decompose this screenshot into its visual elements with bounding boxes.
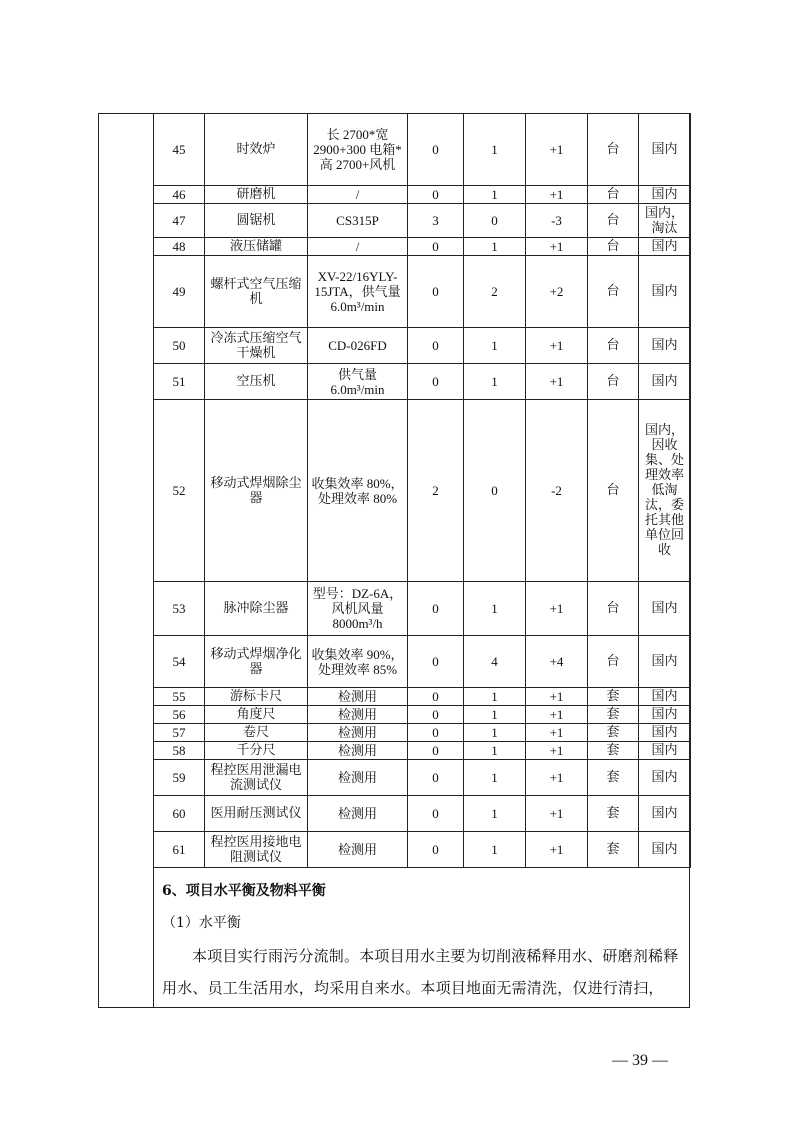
cell-unit: 套 <box>588 742 639 760</box>
cell-change: +1 <box>526 114 588 186</box>
cell-origin: 国内 <box>639 256 691 328</box>
body-paragraph: 本项目实行雨污分流制。本项目用水主要为切削液稀释用水、研磨剂稀释用水、员工生活用水，均采用自来水。本项目地面无需清洗，仅进行清扫， <box>162 947 679 997</box>
cell-after: 1 <box>464 114 526 186</box>
cell-after: 2 <box>464 256 526 328</box>
table-row <box>154 186 691 204</box>
table-row <box>154 742 691 760</box>
equipment-table <box>153 113 691 868</box>
cell-origin: 国内，因收集、处理效率低淘汰，委托其他单位回收 <box>639 400 691 582</box>
cell-origin: 国内 <box>639 364 691 400</box>
cell-name: 时效炉 <box>205 114 308 186</box>
cell-before: 0 <box>408 706 464 724</box>
cell-unit: 套 <box>588 688 639 706</box>
table-row <box>154 688 691 706</box>
cell-before: 0 <box>408 688 464 706</box>
cell-after: 0 <box>464 204 526 238</box>
cell-model: 检测用 <box>308 832 408 868</box>
cell-before: 0 <box>408 582 464 636</box>
cell-change: +4 <box>526 636 588 688</box>
cell-change: +1 <box>526 328 588 364</box>
cell-unit: 套 <box>588 832 639 868</box>
table-row <box>154 328 691 364</box>
cell-before: 0 <box>408 760 464 796</box>
table-row <box>154 114 691 186</box>
cell-unit: 台 <box>588 204 639 238</box>
cell-model: 收集效率 90%，处理效率 85% <box>308 636 408 688</box>
cell-change: +1 <box>526 688 588 706</box>
cell-name: 移动式焊烟除尘器 <box>205 400 308 582</box>
cell-name: 螺杆式空气压缩机 <box>205 256 308 328</box>
cell-origin: 国内 <box>639 832 691 868</box>
cell-name: 移动式焊烟净化器 <box>205 636 308 688</box>
cell-name: 千分尺 <box>205 742 308 760</box>
section-title: 6、项目水平衡及物料平衡 <box>162 883 326 899</box>
table-row <box>154 400 691 582</box>
cell-model: 检测用 <box>308 688 408 706</box>
cell-no: 57 <box>154 724 205 742</box>
cell-origin: 国内，淘汰 <box>639 204 691 238</box>
cell-change: -3 <box>526 204 588 238</box>
cell-origin: 国内 <box>639 186 691 204</box>
cell-change: +1 <box>526 832 588 868</box>
cell-change: +1 <box>526 724 588 742</box>
cell-name: 程控医用接地电阻测试仪 <box>205 832 308 868</box>
cell-model: XV-22/16YLY-15JTA，供气量 6.0m³/min <box>308 256 408 328</box>
cell-after: 1 <box>464 364 526 400</box>
cell-name: 液压储罐 <box>205 238 308 256</box>
cell-unit: 台 <box>588 400 639 582</box>
cell-no: 61 <box>154 832 205 868</box>
cell-name: 游标卡尺 <box>205 688 308 706</box>
cell-before: 0 <box>408 114 464 186</box>
cell-no: 48 <box>154 238 205 256</box>
cell-after: 1 <box>464 688 526 706</box>
cell-name: 医用耐压测试仪 <box>205 796 308 832</box>
cell-model: CS315P <box>308 204 408 238</box>
cell-no: 52 <box>154 400 205 582</box>
cell-no: 60 <box>154 796 205 832</box>
cell-after: 1 <box>464 582 526 636</box>
cell-unit: 台 <box>588 364 639 400</box>
cell-before: 0 <box>408 328 464 364</box>
page-number: — 39 — <box>612 1052 668 1069</box>
table-row <box>154 706 691 724</box>
cell-after: 1 <box>464 238 526 256</box>
cell-after: 1 <box>464 796 526 832</box>
cell-origin: 国内 <box>639 724 691 742</box>
cell-before: 0 <box>408 238 464 256</box>
cell-change: +1 <box>526 760 588 796</box>
cell-model: 检测用 <box>308 760 408 796</box>
cell-no: 49 <box>154 256 205 328</box>
cell-model: 检测用 <box>308 742 408 760</box>
cell-name: 圆锯机 <box>205 204 308 238</box>
cell-change: +2 <box>526 256 588 328</box>
cell-model: 收集效率 80%，处理效率 80% <box>308 400 408 582</box>
cell-before: 3 <box>408 204 464 238</box>
cell-origin: 国内 <box>639 636 691 688</box>
cell-change: +1 <box>526 364 588 400</box>
table-row <box>154 832 691 868</box>
cell-no: 51 <box>154 364 205 400</box>
cell-model: 检测用 <box>308 796 408 832</box>
cell-origin: 国内 <box>639 742 691 760</box>
table-row <box>154 582 691 636</box>
cell-name: 脉冲除尘器 <box>205 582 308 636</box>
cell-unit: 台 <box>588 186 639 204</box>
cell-no: 56 <box>154 706 205 724</box>
cell-before: 2 <box>408 400 464 582</box>
cell-unit: 台 <box>588 582 639 636</box>
cell-model: CD-026FD <box>308 328 408 364</box>
cell-change: +1 <box>526 796 588 832</box>
cell-before: 0 <box>408 636 464 688</box>
cell-name: 角度尺 <box>205 706 308 724</box>
cell-model: / <box>308 186 408 204</box>
cell-no: 59 <box>154 760 205 796</box>
cell-origin: 国内 <box>639 114 691 186</box>
cell-no: 45 <box>154 114 205 186</box>
cell-after: 1 <box>464 328 526 364</box>
cell-model: / <box>308 238 408 256</box>
cell-after: 1 <box>464 724 526 742</box>
cell-after: 1 <box>464 760 526 796</box>
cell-unit: 套 <box>588 796 639 832</box>
cell-origin: 国内 <box>639 706 691 724</box>
cell-unit: 台 <box>588 238 639 256</box>
table-row <box>154 636 691 688</box>
cell-unit: 套 <box>588 724 639 742</box>
cell-origin: 国内 <box>639 688 691 706</box>
cell-before: 0 <box>408 742 464 760</box>
cell-origin: 国内 <box>639 760 691 796</box>
cell-no: 54 <box>154 636 205 688</box>
cell-before: 0 <box>408 796 464 832</box>
cell-unit: 台 <box>588 114 639 186</box>
cell-origin: 国内 <box>639 238 691 256</box>
subsection-title: （1）水平衡 <box>162 915 241 931</box>
table-row <box>154 760 691 796</box>
cell-after: 1 <box>464 742 526 760</box>
cell-name: 卷尺 <box>205 724 308 742</box>
cell-no: 50 <box>154 328 205 364</box>
cell-change: +1 <box>526 186 588 204</box>
cell-unit: 台 <box>588 636 639 688</box>
table-row <box>154 204 691 238</box>
cell-before: 0 <box>408 186 464 204</box>
table-row <box>154 256 691 328</box>
cell-before: 0 <box>408 364 464 400</box>
cell-unit: 套 <box>588 706 639 724</box>
cell-change: +1 <box>526 238 588 256</box>
cell-origin: 国内 <box>639 328 691 364</box>
cell-after: 1 <box>464 186 526 204</box>
cell-change: -2 <box>526 400 588 582</box>
table-row <box>154 724 691 742</box>
cell-model: 长 2700*宽 2900+300 电箱*高 2700+风机 <box>308 114 408 186</box>
cell-before: 0 <box>408 832 464 868</box>
cell-name: 程控医用泄漏电流测试仪 <box>205 760 308 796</box>
cell-origin: 国内 <box>639 582 691 636</box>
cell-after: 1 <box>464 706 526 724</box>
cell-name: 研磨机 <box>205 186 308 204</box>
cell-before: 0 <box>408 724 464 742</box>
cell-no: 55 <box>154 688 205 706</box>
cell-change: +1 <box>526 742 588 760</box>
cell-after: 4 <box>464 636 526 688</box>
cell-unit: 台 <box>588 256 639 328</box>
cell-change: +1 <box>526 706 588 724</box>
cell-after: 0 <box>464 400 526 582</box>
cell-unit: 台 <box>588 328 639 364</box>
cell-origin: 国内 <box>639 796 691 832</box>
cell-model: 型号：DZ-6A，风机风量 8000m³/h <box>308 582 408 636</box>
cell-unit: 套 <box>588 760 639 796</box>
cell-change: +1 <box>526 582 588 636</box>
cell-no: 58 <box>154 742 205 760</box>
cell-model: 供气量 6.0m³/min <box>308 364 408 400</box>
cell-name: 空压机 <box>205 364 308 400</box>
table-row <box>154 238 691 256</box>
cell-model: 检测用 <box>308 724 408 742</box>
cell-no: 47 <box>154 204 205 238</box>
cell-no: 53 <box>154 582 205 636</box>
table-row <box>154 364 691 400</box>
cell-model: 检测用 <box>308 706 408 724</box>
table-row <box>154 796 691 832</box>
cell-after: 1 <box>464 832 526 868</box>
cell-no: 46 <box>154 186 205 204</box>
cell-before: 0 <box>408 256 464 328</box>
cell-name: 冷冻式压缩空气干燥机 <box>205 328 308 364</box>
